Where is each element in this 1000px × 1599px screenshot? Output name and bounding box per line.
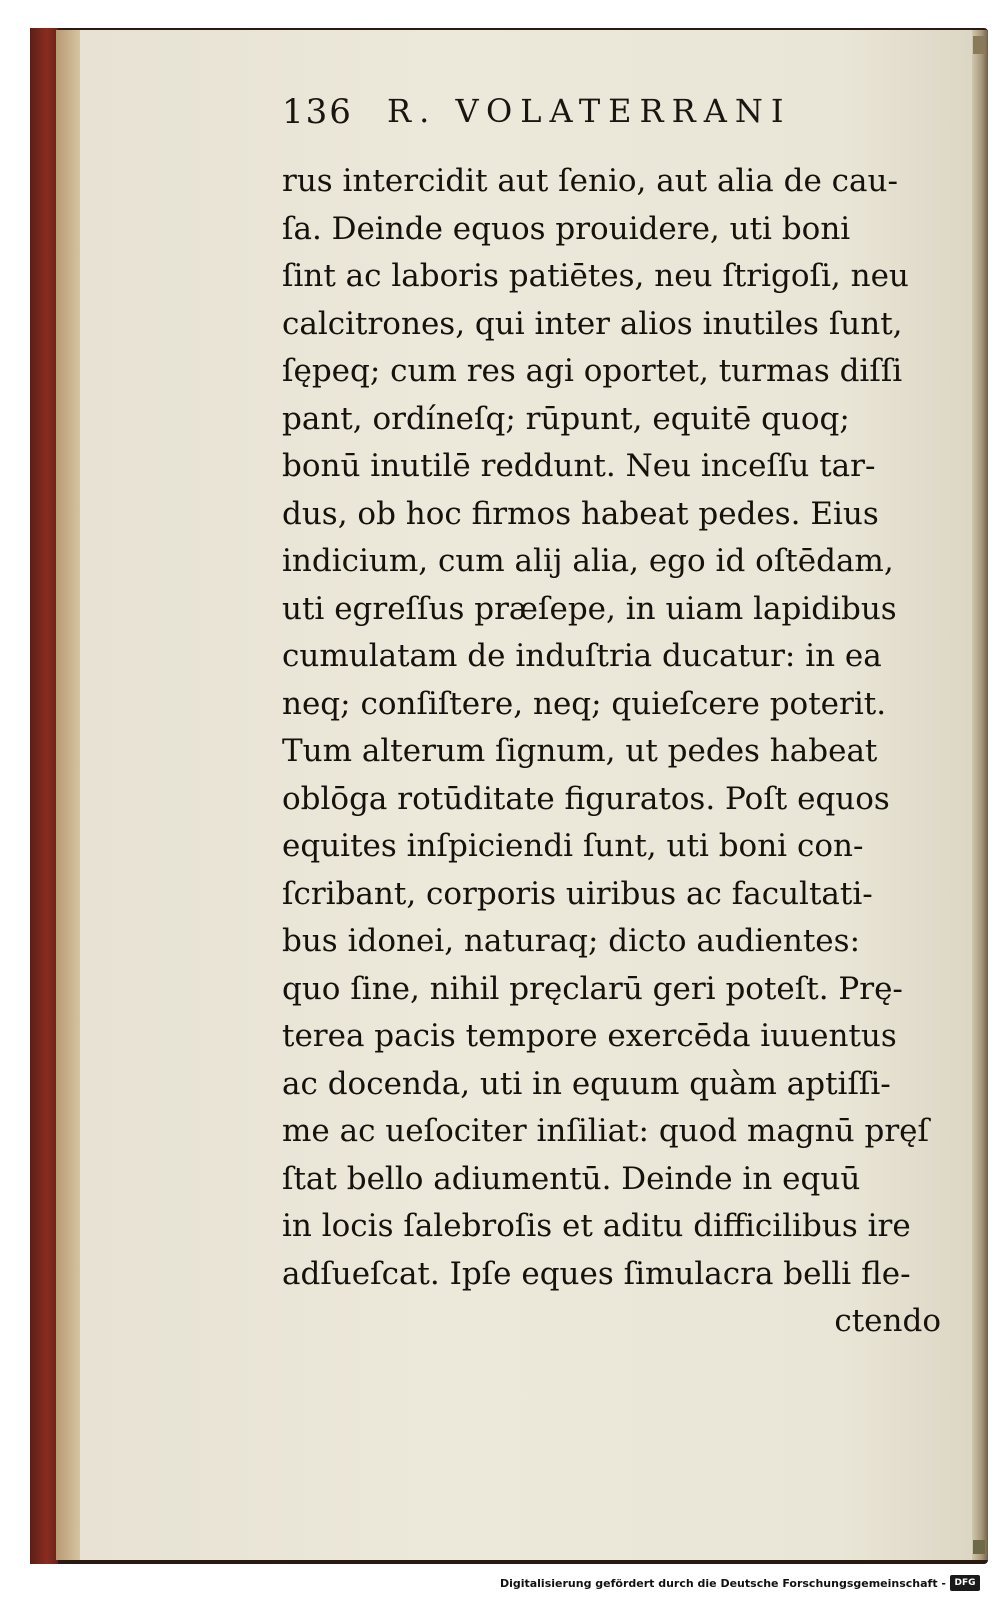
text-line: ac docenda, uti in equum quàm aptiſſi- [282,1065,891,1102]
book-cover-edge [30,28,58,1564]
text-line: ſa. Deinde equos prouidere, uti boni [282,210,851,247]
text-line: quo ſine, nihil pręclarū geri poteſt. Prę- [282,970,903,1007]
page-number: 136 [282,92,353,132]
text-line: cumulatam de induſtria ducatur: in ea [282,638,882,674]
text-line: terea pacis tempore exercēda iuuentus [282,1018,897,1054]
text-line: indicium, cum alij alia, ego id oſtēdam, [282,543,894,579]
text-line: pant, ordíneſq; rūpunt, equitē quoq; [282,400,850,437]
text-line: ſtat bello adiumentū. Deinde in equū [282,1160,861,1197]
running-head [282,92,907,142]
footer-bar [0,1571,1000,1599]
text-line: rus intercidit aut ſenio, aut alia de cau- [282,163,898,199]
catchword: ctendo [834,1303,941,1339]
text-block [282,158,947,1346]
text-line: ſępeq; cum res agi oportet, turmas diſſi [282,353,903,389]
text-line: adſueſcat. Ipſe eques ſimulacra belli fle- [282,1255,911,1292]
page-clip-bottom [973,1540,985,1554]
page-gutter [56,30,82,1560]
text-line: in locis ſalebroſis et aditu difficilibus ire [282,1208,911,1244]
text-line: bus idonei, naturaq; dicto audientes: [282,923,861,959]
text-line: dus, ob hoc firmos habeat pedes. Eius [282,495,879,532]
text-line: oblōga rotūditate figuratos. Poſt equos [282,780,890,817]
text-line: neq; conſiſtere, neq; quieſcere poterit. [282,685,887,722]
text-line: ſint ac laboris patiētes, neu ſtrigoſi, neu [282,258,909,294]
page-stack-edge [972,30,988,1560]
running-head-title: R. VOLATERRANI [387,92,792,130]
page-clip-top [973,36,985,54]
funding-credit: Digitalisierung gefördert durch die Deutsche Forschungsgemeinschaft - [499,1577,946,1590]
text-line: Tum alterum ſignum, ut pedes habeat [282,733,878,769]
dfg-logo: DFG [950,1575,980,1591]
text-line: equites inſpiciendi ſunt, uti boni con- [282,828,864,864]
text-line: uti egreſſus præſepe, in uiam lapidibus [282,590,897,627]
text-line: calcitrones, qui inter alios inutiles ſunt, [282,305,903,342]
text-line: me ac ueſociter inſiliat: quod magnū pręſ [282,1113,929,1149]
text-line: bonū inutilē reddunt. Neu inceſſu tar- [282,448,876,484]
text-line: ſcribant, corporis uiribus ac facultati- [282,875,873,912]
